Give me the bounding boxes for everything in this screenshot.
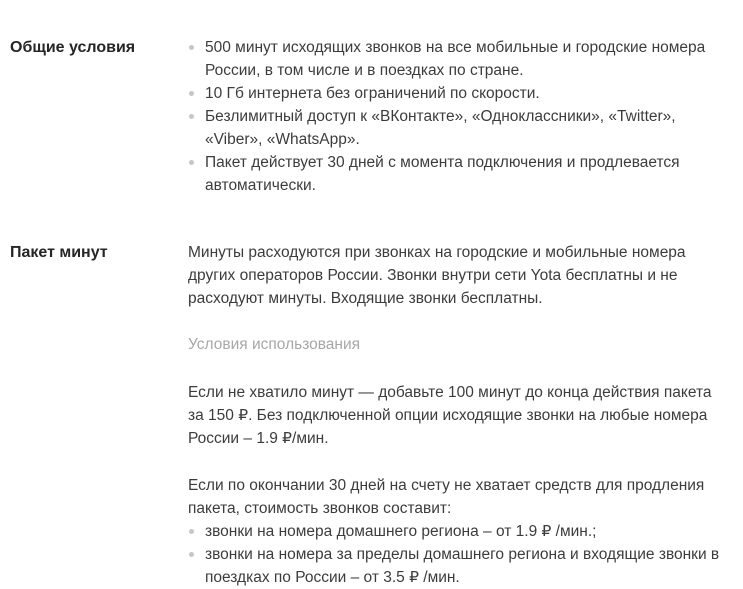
section-heading-minutes: Пакет минут (10, 244, 108, 261)
add-minutes-paragraph: Если не хватило минут — добавьте 100 минут до конца действия пакета за 150 ₽. Без подключенной опции исходящие звонки на любые номера России – 1.9 ₽/мин. (188, 384, 712, 447)
list-item-text: 500 минут исходящих звонков на все мобильные и городские номера России, в том числе и в поездках по стране. (205, 39, 706, 79)
section-minutes-package (10, 241, 725, 589)
list-item (188, 105, 725, 151)
section-general-conditions (10, 36, 725, 197)
bullet-icon (189, 91, 194, 96)
list-item (188, 36, 725, 82)
list-item-text: 10 Гб интернета без ограничений по скорости. (205, 85, 540, 102)
bullet-icon (189, 114, 194, 119)
bullet-icon (189, 160, 194, 165)
general-conditions-list (188, 36, 725, 197)
list-item (188, 151, 725, 197)
call-rates-list (188, 520, 725, 589)
bullet-icon (189, 529, 194, 534)
list-item-text: Безлимитный доступ к «ВКонтакте», «Одноклассники», «Twitter», «Viber», «WhatsApp». (205, 108, 676, 148)
depletion-intro-paragraph: Если по окончании 30 дней на счету не хватает средств для продления пакета, стоимость звонков составит: (188, 477, 705, 517)
bullet-icon (189, 552, 194, 557)
bullet-icon (189, 45, 194, 50)
list-item-text: Пакет действует 30 дней с момента подключения и продлевается автоматически. (205, 154, 680, 194)
list-item-text: звонки на номера домашнего региона – от 1.9 ₽ /мин.; (205, 523, 597, 540)
list-item (188, 82, 725, 105)
minutes-intro-paragraph: Минуты расходуются при звонках на городские и мобильные номера других операторов России. Звонки внутри сети Yota бесплатны и не расходуют минуты. Входящие звонки бесплатны. (188, 244, 686, 307)
minutes-package-content (188, 241, 725, 589)
general-conditions-content (188, 36, 725, 197)
list-item (188, 543, 725, 589)
section-heading-general: Общие условия (10, 39, 136, 56)
list-item-text: звонки на номера за пределы домашнего региона и входящие звонки в поездках по России – от 3.5 ₽ /мин. (205, 546, 720, 586)
usage-conditions-subheading: Условия использования (188, 336, 361, 353)
list-item (188, 520, 725, 543)
